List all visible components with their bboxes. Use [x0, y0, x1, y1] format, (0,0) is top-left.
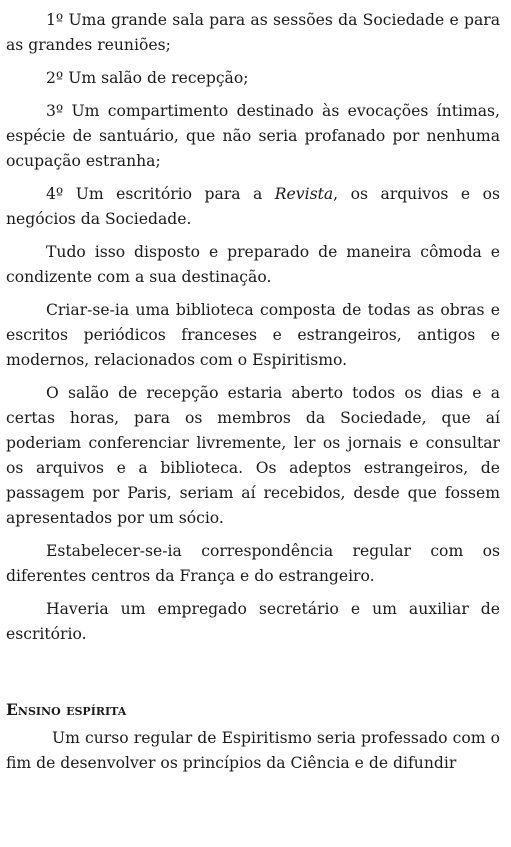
section-paragraph: Um curso regular de Espiritismo seria professado com o fim de desenvolver os princípios da Ciência e de difundir	[6, 729, 500, 772]
paragraph-reception: O salão de recepção estaria aberto todos os dias e a certas horas, para os membros da Sociedade, que aí poderiam conferenciar livremente, ler os jornais e consultar os arquivos e a biblioteca. Os adeptos estrangeiros, de passagem por Paris, seriam aí recebidos, desde que fossem apresentados por um sócio.	[6, 384, 500, 527]
paragraph-item-4-end: , os arquivos e os negócios da Sociedade.	[6, 185, 500, 228]
paragraph-employees: Haveria um empregado secretário e um auxiliar de escritório.	[6, 600, 500, 643]
section-heading: Ensino espírita	[6, 700, 127, 719]
paragraph-library: Criar-se-ia uma biblioteca composta de todas as obras e escritos periódicos franceses e estrangeiros, antigos e modernos, relacionados com o Espiritismo.	[6, 301, 500, 369]
paragraph-item-4-start: 4º Um escritório para a	[46, 185, 275, 203]
revista-title: Revista	[274, 185, 334, 203]
paragraph-item-2: 2º Um salão de recepção;	[46, 69, 249, 87]
paragraph-item-4	[6, 182, 500, 232]
paragraph-correspondence: Estabelecer-se-ia correspondência regular com os diferentes centros da França e do estrangeiro.	[6, 542, 500, 585]
document-page	[6, 8, 500, 776]
paragraph-disposition: Tudo isso disposto e preparado de maneira cômoda e condizente com a sua destinação.	[6, 243, 500, 286]
paragraph-item-1: 1º Uma grande sala para as sessões da Sociedade e para as grandes reuniões;	[6, 11, 500, 54]
paragraph-item-3: 3º Um compartimento destinado às evocações íntimas, espécie de santuário, que não seria profanado por nenhuma ocupação estranha;	[6, 102, 500, 170]
